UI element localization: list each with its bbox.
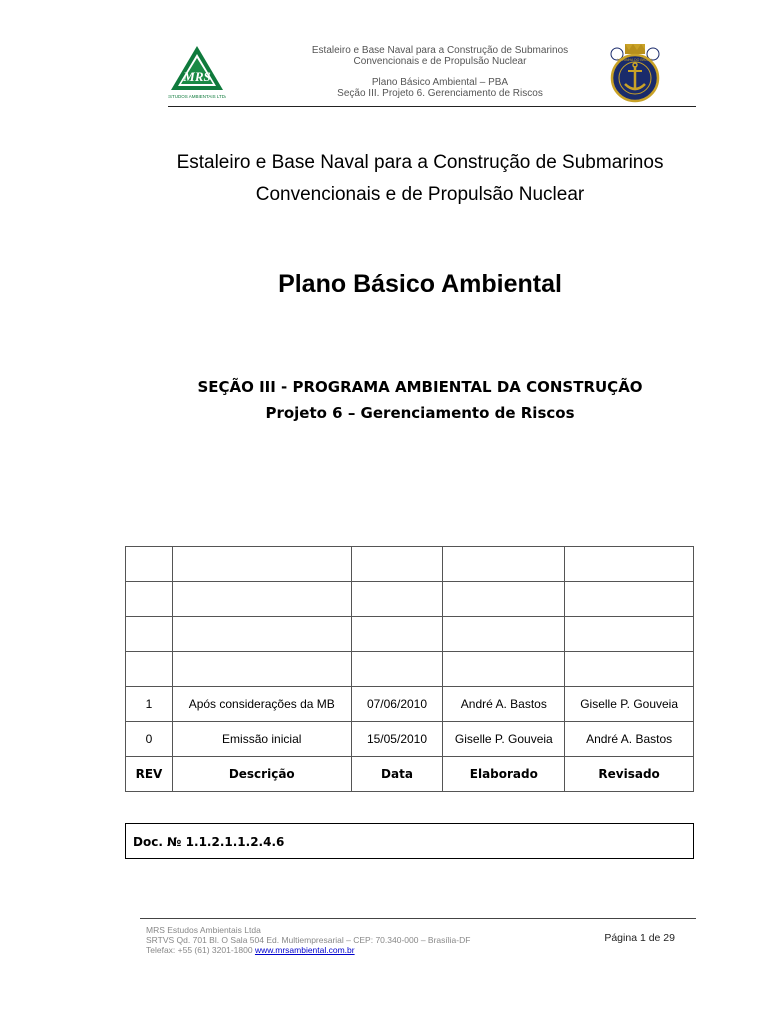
revision-cell: André A. Bastos	[565, 722, 694, 757]
title-line-2: Convencionais e de Propulsão Nuclear	[255, 184, 585, 205]
revision-cell: 0	[126, 722, 173, 757]
revision-header-row	[126, 757, 694, 792]
revision-header-cell: Elaborado	[443, 757, 565, 792]
revision-row	[126, 722, 694, 757]
section-heading: SEÇÃO III - PROGRAMA AMBIENTAL DA CONSTRUÇÃO	[197, 378, 643, 396]
footer-company: MRS Estudos Ambientais Ltda	[146, 925, 261, 935]
navy-emblem-text: MARINHA DO BRASIL	[617, 58, 653, 62]
plan-title: Plano Básico Ambiental	[278, 270, 562, 298]
revision-cell	[126, 617, 173, 652]
revision-cell: André A. Bastos	[443, 687, 565, 722]
header-text	[240, 45, 640, 99]
revision-row	[126, 687, 694, 722]
revision-cell: 15/05/2010	[351, 722, 443, 757]
revision-row	[126, 652, 694, 687]
header-line-2: Convencionais e de Propulsão Nuclear	[353, 56, 527, 67]
revision-row	[126, 547, 694, 582]
footer-phone-line	[146, 945, 470, 955]
revision-cell	[443, 582, 565, 617]
section-title	[120, 374, 720, 426]
revision-header-cell: Descrição	[172, 757, 351, 792]
revision-cell	[126, 582, 173, 617]
revision-cell	[565, 652, 694, 687]
revision-cell	[126, 652, 173, 687]
revision-cell	[172, 547, 351, 582]
revision-cell	[351, 617, 443, 652]
mrs-logo-subtext: ESTUDOS AMBIENTAIS LTDA	[168, 94, 226, 99]
mrs-logo	[168, 44, 226, 100]
header-divider	[168, 106, 696, 107]
revision-cell: 1	[126, 687, 173, 722]
project-heading: Projeto 6 – Gerenciamento de Riscos	[265, 404, 575, 422]
revision-cell	[565, 617, 694, 652]
revision-cell	[443, 652, 565, 687]
mrs-logo-text: MRS	[183, 69, 211, 84]
revision-cell	[565, 582, 694, 617]
revision-cell: 07/06/2010	[351, 687, 443, 722]
revision-cell	[351, 652, 443, 687]
revision-cell	[565, 547, 694, 582]
revision-cell: Giselle P. Gouveia	[443, 722, 565, 757]
doc-number: Doc. № 1.1.2.1.1.2.4.6	[133, 835, 285, 849]
header-line-3: Plano Básico Ambiental – PBA	[371, 77, 509, 88]
revision-row	[126, 582, 694, 617]
footer-website-link[interactable]: www.mrsambiental.com.br	[254, 945, 355, 955]
header-line-1: Estaleiro e Base Naval para a Construção de Submarinos	[311, 45, 569, 56]
revision-cell	[126, 547, 173, 582]
header-line-4: Seção III. Projeto 6. Gerenciamento de Riscos	[337, 88, 543, 99]
revision-table	[125, 546, 694, 792]
revision-header-cell: REV	[126, 757, 173, 792]
revision-cell	[172, 652, 351, 687]
revision-row	[126, 617, 694, 652]
revision-cell: Giselle P. Gouveia	[565, 687, 694, 722]
revision-cell	[443, 617, 565, 652]
page-number: Página 1 de 29	[604, 932, 675, 944]
revision-header-cell: Data	[351, 757, 443, 792]
title-line-1: Estaleiro e Base Naval para a Construção de Submarinos	[176, 152, 664, 173]
revision-cell: Após considerações da MB	[172, 687, 351, 722]
revision-header-cell: Revisado	[565, 757, 694, 792]
revision-cell	[443, 547, 565, 582]
revision-cell	[172, 617, 351, 652]
revision-cell: Emissão inicial	[172, 722, 351, 757]
doc-number-box	[125, 823, 694, 859]
footer-phone: Telefax: +55 (61) 3201-1800	[146, 945, 253, 955]
revision-cell	[172, 582, 351, 617]
navy-emblem	[607, 42, 663, 104]
footer-divider	[140, 918, 696, 919]
footer-contact	[146, 925, 470, 955]
revision-cell	[351, 582, 443, 617]
revision-cell	[351, 547, 443, 582]
document-title	[120, 147, 720, 211]
footer-address: SRTVS Qd. 701 Bl. O Sala 504 Ed. Multiempresarial – CEP: 70.340-000 – Brasília-DF	[146, 935, 471, 945]
